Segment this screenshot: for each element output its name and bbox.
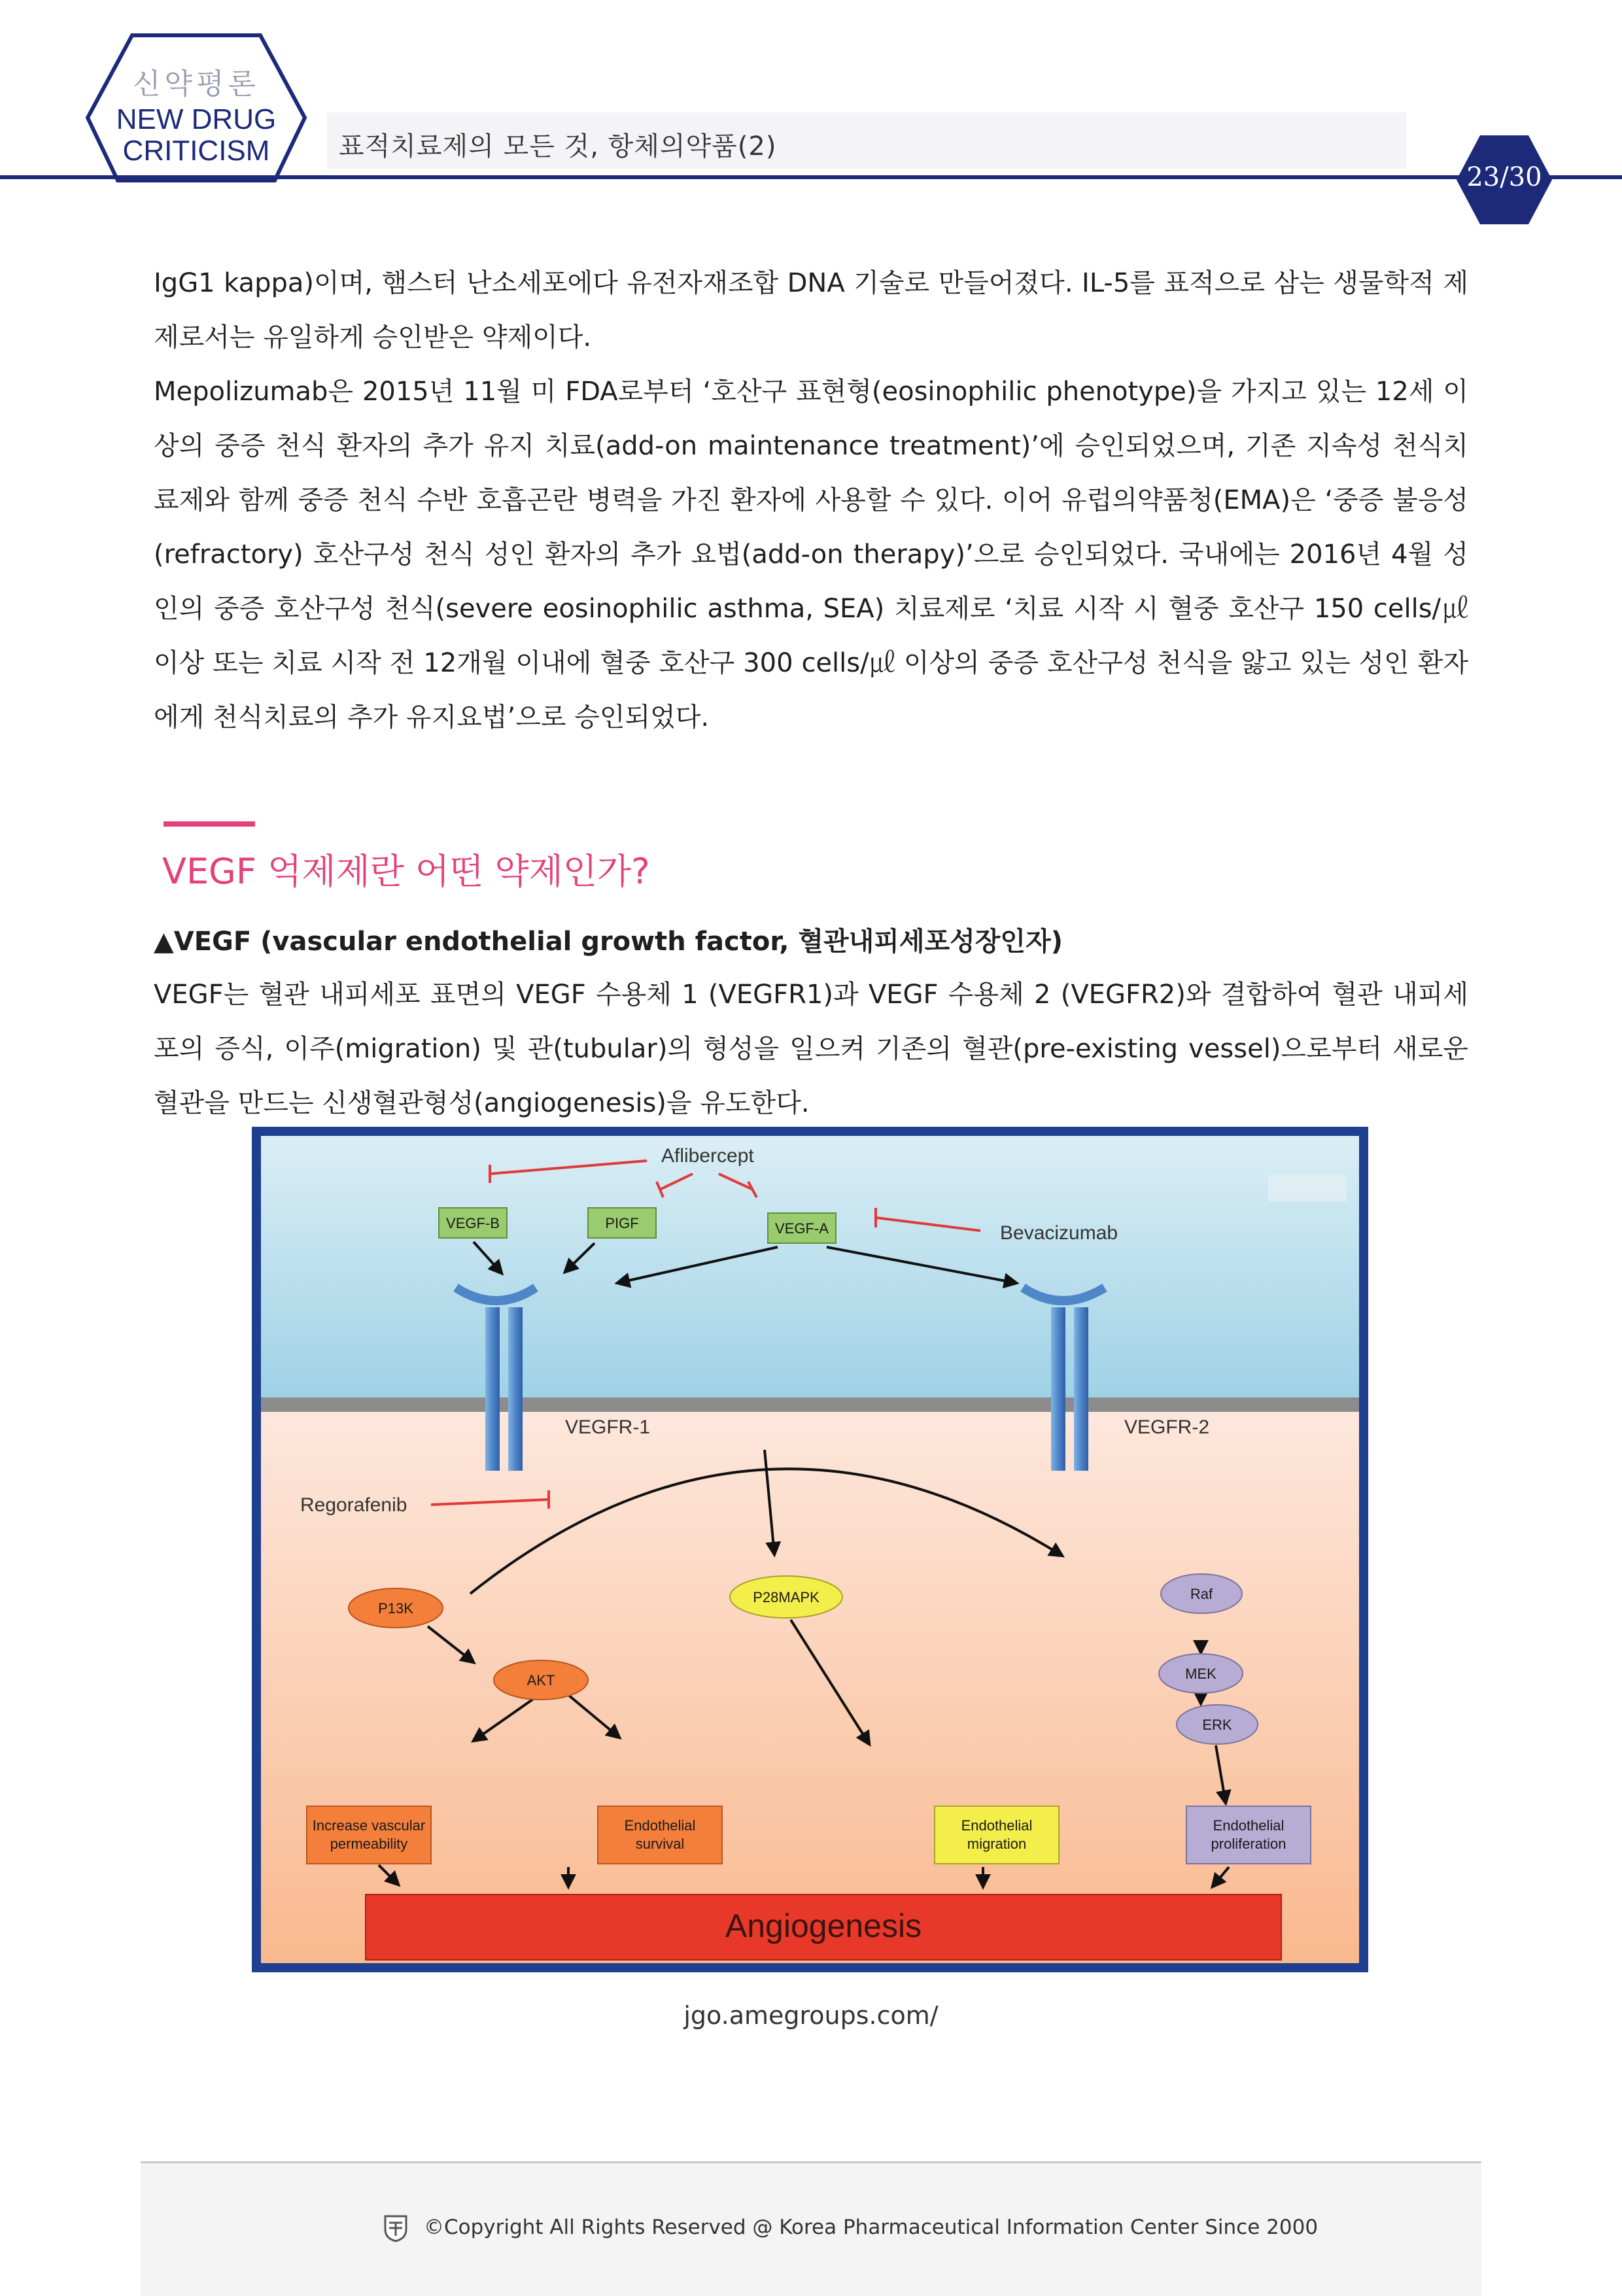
vegf-pathway-figure <box>252 1127 1368 1972</box>
survival-box <box>598 1806 722 1864</box>
label-pigf: PIGF <box>605 1215 639 1231</box>
label-vegf-b: VEGF-B <box>446 1215 500 1231</box>
label-p28mapk: P28MAPK <box>753 1589 820 1605</box>
label-migration-2: migration <box>967 1836 1027 1852</box>
logo-english-line-1: NEW DRUG <box>116 103 277 135</box>
label-bevacizumab: Bevacizumab <box>1000 1222 1118 1244</box>
label-permeability-2: permeability <box>330 1836 408 1852</box>
paragraph-3: VEGF는 혈관 내피세포 표면의 VEGF 수용체 1 (VEGFR1)과 VEGF 수용체 2 (VEGFR2)와 결합하여 혈관 내피세포의 증식, 이주(migration) 및 관(tubular)의 형성을 일으켜 기존의 혈관(pre-existing vessel)으로부터 새로운 혈관을 만드는 신생혈관형성(angiogenesis)을 유도한다. <box>154 980 1468 1118</box>
label-akt: AKT <box>526 1672 555 1688</box>
shield-logo-icon <box>383 2214 409 2242</box>
label-vegfr1: VEGFR-1 <box>565 1416 651 1438</box>
label-erk: ERK <box>1202 1717 1232 1733</box>
header-rule <box>0 175 1622 179</box>
label-permeability-1: Increase vascular <box>312 1817 426 1834</box>
logo-english-line-2: CRITICISM <box>122 135 270 167</box>
label-migration-1: Endothelial <box>961 1817 1033 1834</box>
section-title: VEGF 억제제란 어떤 약제인가? <box>162 851 650 892</box>
label-angiogenesis: Angiogenesis <box>725 1908 922 1944</box>
subheading: ▲VEGF (vascular endothelial growth factor, 혈관내피세포성장인자) <box>154 927 1063 957</box>
label-regorafenib: Regorafenib <box>300 1494 407 1516</box>
page-number: 23/30 <box>1466 162 1542 192</box>
header-title: 표적치료제의 모든 것, 항체의약품(2) <box>339 131 777 162</box>
label-mek: MEK <box>1185 1666 1216 1682</box>
proliferation-box <box>1186 1806 1311 1864</box>
cell-membrane <box>261 1397 1359 1412</box>
label-p13k: P13K <box>378 1600 413 1617</box>
migration-box <box>935 1806 1059 1864</box>
copyright-text: ©Copyright All Rights Reserved @ Korea Pharmaceutical Information Center Since 2000 <box>424 2216 1319 2239</box>
extracellular-region <box>261 1136 1359 1397</box>
figure-caption: jgo.amegroups.com/ <box>683 2001 939 2030</box>
label-proliferation-2: proliferation <box>1211 1836 1286 1852</box>
paragraph-1: IgG1 kappa)이며, 햄스터 난소세포에다 유전자재조합 DNA 기술로 만들어졌다. IL-5를 표적으로 삼는 생물학적 제제로서는 유일하게 승인받은 약제이다. <box>154 268 1468 352</box>
section-accent-bar <box>164 821 255 827</box>
label-vegfr2: VEGFR-2 <box>1124 1416 1210 1438</box>
label-survival-1: Endothelial <box>624 1817 696 1834</box>
label-raf: Raf <box>1190 1586 1213 1602</box>
paragraph-2: Mepolizumab은 2015년 11월 미 FDA로부터 ‘호산구 표현형(eosinophilic phenotype)을 가지고 있는 12세 이상의 중증 천식 환자의 추가 유지 치료(add-on maintenance treatment)’에 승인되었으며, 기존 지속성 천식치료제와 함께 중증 천식 수반 호흡곤란 병력을 가진 환자에 사용할 수 있다. 이어 유럽의약품청(EMA)은 ‘중증 불응성(refractory) 호산구성 천식 성인 환자의 추가 요법(add-on therapy)’으로 승인되었다. 국내에는 2016년 4월 성인의 중증 호산구성 천식(severe eosinophilic asthma, SEA) 치료제로 ‘치료 시작 시 혈중 호산구 150 cells/㎕ 이상 또는 치료 시작 전 12개월 이내에 혈중 호산구 300 cells/㎕ 이상의 중증 호산구성 천식을 앓고 있는 성인 환자에게 천식치료의 추가 유지요법’으로 승인되었다. <box>154 377 1468 732</box>
label-aflibercept: Aflibercept <box>661 1145 754 1167</box>
logo-korean: 신약평론 <box>132 67 260 101</box>
label-vegf-a: VEGF-A <box>775 1220 829 1237</box>
permeability-box <box>307 1806 431 1864</box>
label-survival-2: survival <box>635 1836 685 1852</box>
label-proliferation-1: Endothelial <box>1213 1817 1285 1834</box>
pathway-diagram <box>261 1136 1359 1963</box>
